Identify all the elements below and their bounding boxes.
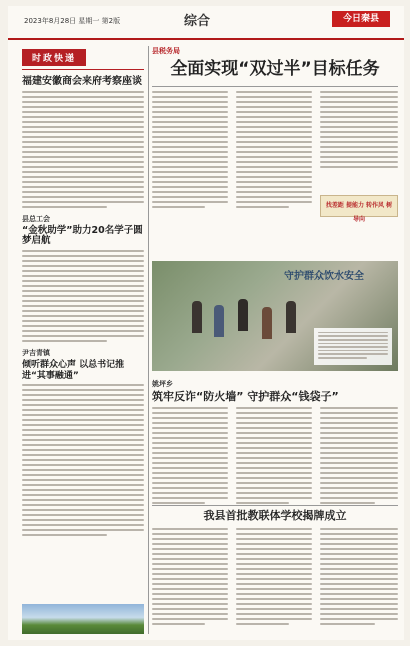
right-column [152,46,398,612]
story-body [152,407,398,499]
left-column [22,46,144,539]
column-label: 时政快递 [22,49,86,66]
story-kicker: 尹吉青镇 [22,349,50,358]
newspaper-logo: 今日秦县 [332,11,390,27]
story-body [22,250,144,342]
story-body [152,528,398,612]
news-photo [152,261,398,371]
story-kicker: 姚坪乡 [152,379,173,388]
story-body [22,384,144,536]
divider [22,69,144,70]
lead-story-body [152,91,398,261]
story-kicker: 县总工会 [22,214,50,223]
section-title: 综合 [184,14,211,29]
story-headline: 倾听群众心声 以总书记推进“其事融通” [22,360,125,381]
lead-headline: 全面实现“双过半”目标任务 [170,59,380,79]
newspaper-page [8,6,404,640]
photo-block [152,261,398,371]
photo-caption [314,328,392,365]
bottom-banner-image [22,604,144,634]
page-header [8,6,404,40]
divider [152,86,398,87]
photo-title: 守护群众饮水安全 [284,270,364,282]
story-headline: 我县首批教联体学校揭牌成立 [203,509,347,523]
story-headline: 福建安徽商会来府考察座谈 [22,76,142,87]
story-headline: “金秋助学”助力20名学子圆梦启航 [22,224,143,247]
slogan-banner [320,195,398,223]
story-body [22,91,144,208]
column-divider [148,46,149,634]
issue-date: 2023年8月28日 星期一 第2版 [24,17,121,25]
story-kicker: 县税务局 [152,47,180,55]
slogan-text: 找差距 提能力 转作风 树导向 [325,201,393,223]
story-headline: 筑牢反诈“防火墙” 守护群众“钱袋子” [152,389,339,403]
